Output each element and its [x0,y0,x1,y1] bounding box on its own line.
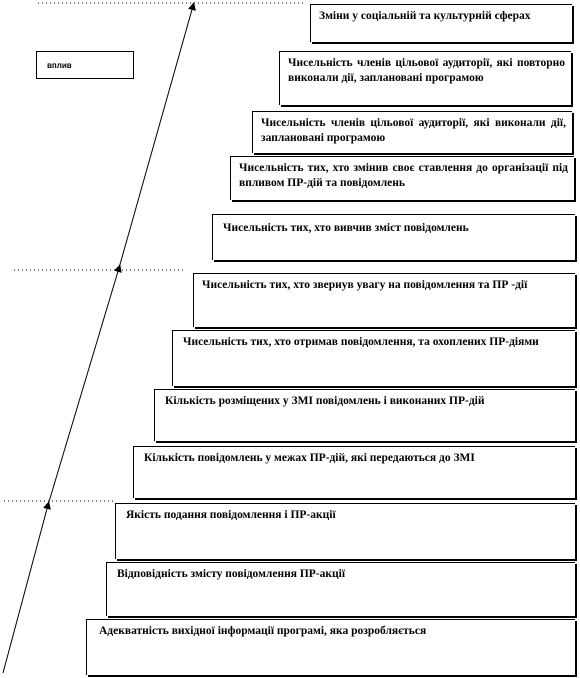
impact-label-box: вплив [36,51,134,79]
step-received-messages: Чисельність тих, хто отримав повідомлення, та охоплених ПР-діями [172,330,575,386]
step-placed-in-media: Кількість розміщених у ЗМІ повідомлень і виконаних ПР-дій [154,389,575,441]
step-social-cultural-changes: Зміни у соціальній та культурній сферах [310,4,572,42]
step-content-match: Відповідність змісту повідомлення ПР-акції [106,562,575,616]
arrow-segment-lower [3,505,48,673]
step-messages-to-media: Кількість повідомлень у межах ПР-дій, які передаються до ЗМІ [133,446,575,498]
step-repeated-actions: Чисельність членів цільової аудиторії, які повторно виконали дії, заплановані програмою [279,51,571,105]
step-changed-attitude: Чисельність тих, хто змінив своє ставлення до організації під впливом ПР-дій та повідомлень [230,156,574,200]
step-noticed-messages: Чисельність тих, хто звернув увагу на повідомлення та ПР -дії [193,273,575,327]
arrow-segment-upper [119,6,193,268]
step-input-adequacy: Адекватність вихідної інформації програмі, яка розробляється [86,619,575,675]
step-performed-actions: Чисельність членів цільової аудиторії, які виконали дії, заплановані програмою [252,111,572,153]
step-studied-content: Чисельність тих, хто вивчив зміст повідомлень [212,214,575,260]
arrow-segment-middle [48,268,119,505]
step-presentation-quality: Якість подання повідомлення і ПР-акції [115,503,575,559]
